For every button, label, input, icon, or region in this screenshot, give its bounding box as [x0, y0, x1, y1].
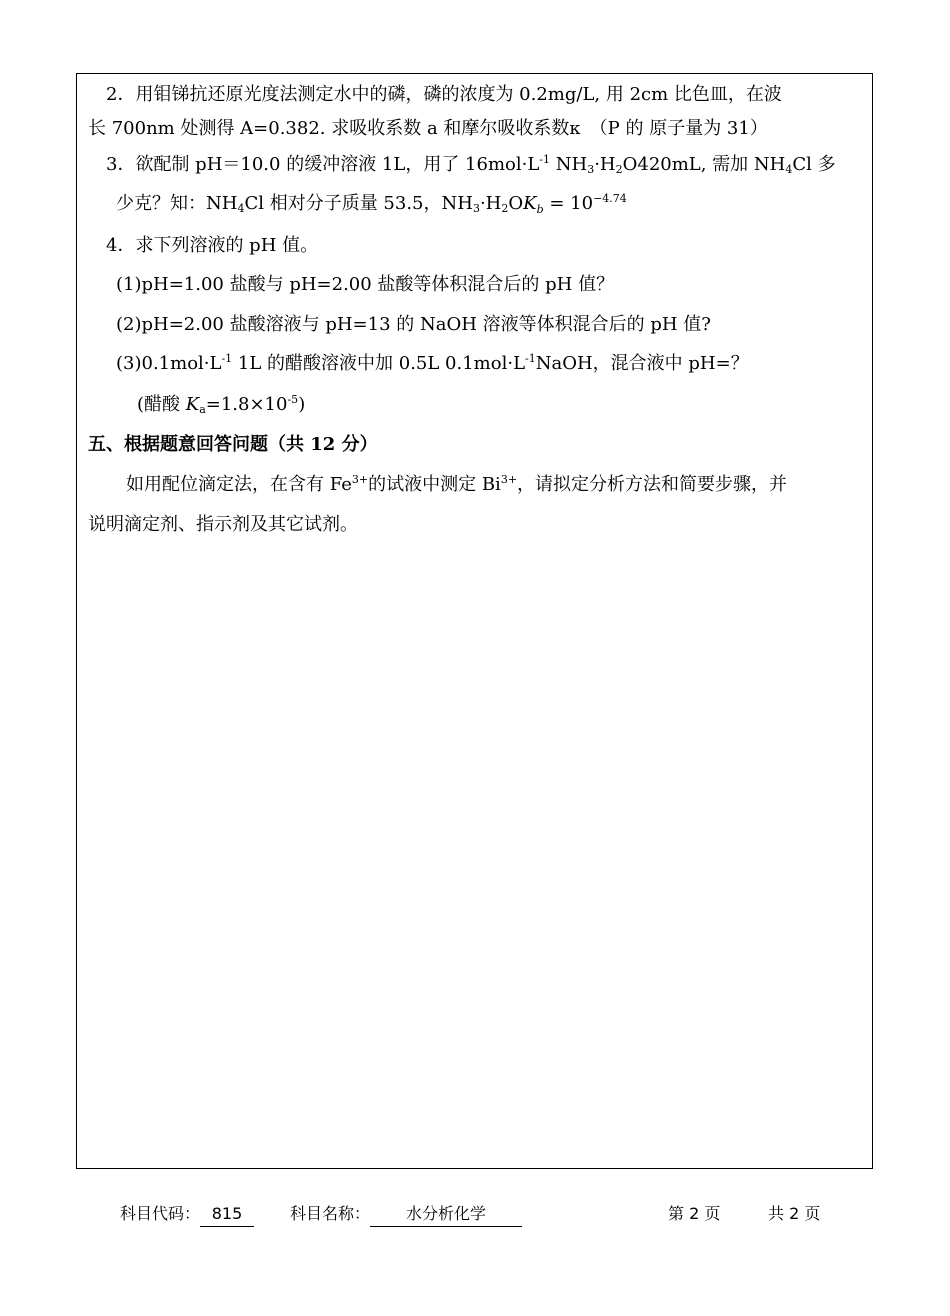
subject-code-value: 815	[200, 1203, 254, 1227]
q4-part-1: (1)pH=1.00 盐酸与 pH=2.00 盐酸等体积混合后的 pH 值？	[116, 274, 615, 295]
footer-subject-name: 科目名称： 水分析化学	[290, 1203, 522, 1227]
footer-total-pages: 共 2 页	[768, 1204, 821, 1223]
kb-formula: $K_b = 10^{-4.74}$	[523, 192, 627, 216]
q4-part-3: $(3)0.1mol\cdot L^{-1}$ 1L 的醋酸溶液中加 0.5L $0.1mol\cdot L^{-1}NaOH$，混合液中 pH=？	[116, 352, 749, 374]
footer-subject-code: 科目代码： 815	[120, 1203, 254, 1227]
section5-heading: 五、根据题意回答问题（共 12 分）	[88, 434, 378, 455]
section5-line-1: 如用配位滴定法，在含有 $Fe^{3+}$的试液中测定 $Bi^{3+}$，请拟定分析方法和简要步骤，并	[126, 473, 788, 495]
q4-part-2: (2)pH=2.00 盐酸溶液与 pH=13 的 NaOH 溶液等体积混合后的 pH 值?	[116, 314, 711, 335]
subject-name-value: 水分析化学	[370, 1203, 522, 1227]
q4-part-3-note: (醋酸 $K_a=1.8\times 10^{-5}$)	[137, 393, 306, 416]
q3-line-1: 3．欲配制 pH＝10.0 的缓冲溶液 1L，用了 $16mol\cdot L^{-1}$ $NH_3\cdot H_2O420mL$, 需加 $NH_4Cl$ 多	[106, 153, 836, 176]
q4-title: 4．求下列溶液的 pH 值。	[106, 235, 319, 256]
q2-line-2: 长 700nm 处测得 A=0.382. 求吸收系数 a 和摩尔吸收系数κ （P 的 原子量为 31）	[88, 118, 768, 139]
q3-line-2: 少克？知：$NH_4Cl$ 相对分子质量 53.5，$NH_3\cdot H_2OK_b = 10^{-4.74}$	[116, 192, 627, 216]
q2-line-1: 2．用钼锑抗还原光度法测定水中的磷，磷的浓度为 0.2mg/L, 用 2cm 比色皿，在波	[106, 84, 782, 105]
footer-page-number: 第 2 页	[668, 1204, 721, 1223]
section5-line-2: 说明滴定剂、指示剂及其它试剂。	[88, 514, 358, 535]
